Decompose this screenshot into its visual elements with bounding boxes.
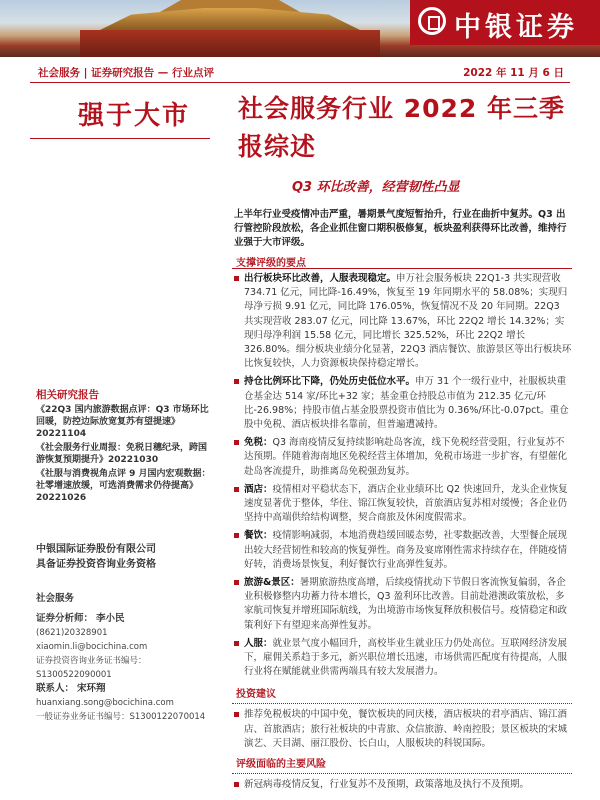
point-text: 暑期旅游热度高增，后续疫情扰动下节假日客流恢复偏弱，各企业积极修整内功蓄力待本增长，Q3 盈利环比改善。目前赴港澳政策放松，多家航司恢复并增班国际航线，为出境游市场恢复释放积极信号。疫情稳定和政策利好下有望迎来高弹性复苏。 <box>244 577 568 631</box>
point-item <box>232 436 572 479</box>
divider <box>232 773 572 774</box>
report-date: 2022 年 11 月 6 日 <box>463 67 564 79</box>
contact-cert: 一般证券业务证书编号：S1300122070014 <box>36 712 206 722</box>
related-report-item[interactable]: 《社服与消费视角点评 9 月国内宏观数据：社零增速放缓，可选消费需求仍待提高》20221026 <box>36 469 211 503</box>
point-text: 疫情相对平稳状态下，酒店企业业绩环比 Q2 快速回升，龙头企业恢复速度显著优于整体，华住、锦江恢复较快，首旅酒店复苏相对缓慢；各企业仍坚持中高端供给结构调整，契合商旅及休闲度假需求。 <box>244 483 568 524</box>
points-title: 支撑评级的要点 <box>236 258 306 269</box>
point-item <box>232 529 572 572</box>
analyst-info <box>36 592 216 724</box>
rating-points <box>232 272 572 796</box>
point-head: 免税： <box>244 437 273 449</box>
palace-wall <box>80 30 380 57</box>
related-report-item[interactable]: 《社会服务行业周报：免税日穗纪录，跨国游恢复预期提升》20221030 <box>36 443 208 465</box>
company-qualification: 具备证券投资咨询业务资格 <box>36 559 156 570</box>
contact-email[interactable]: huanxiang.song@bocichina.com <box>36 698 174 708</box>
industry-label: 社会服务 <box>36 593 75 604</box>
breadcrumb: 社会服务 | 证券研究报告 — 行业点评 <box>38 67 214 79</box>
contact-name: 宋环翔 <box>77 683 106 694</box>
related-report-item[interactable]: 《22Q3 国内旅游数据点评：Q3 市场环比回暖，防控边际放宽复苏有望提速》20221104 <box>36 405 209 439</box>
point-item <box>232 375 572 432</box>
point-text: 就业景气度小幅回升，高校毕业生就业压力仍处高位。互联网经济发展下，雇佣关系趋于多元，新兴职位增长迅速，市场供需匹配度有待提高，人服行业将在赋能就业供需两端具有较大发展潜力。 <box>244 637 568 678</box>
point-item <box>232 272 572 371</box>
report-meta-bar <box>30 60 570 83</box>
point-text: 申万 31 个一级行业中，社服板块重仓基金达 514 家/环比+32 家；基金重仓持股总市值为 212.35 亿元/环比-26.98%；持股市值占基金股票投资市值比为 0.36%/环比-0.07pct。重仓股中免税、酒店板块排名靠前，但普遍遭减持。 <box>244 376 569 431</box>
company-info <box>36 542 211 572</box>
point-head: 旅游&景区： <box>244 577 300 589</box>
risk-item: 新冠病毒疫情反复，行业复苏不及预期，政策落地及执行不及预期。 <box>232 778 572 792</box>
point-head: 出行板块环比改善，人服表现稳定。 <box>244 273 397 284</box>
header-banner <box>0 0 600 57</box>
report-summary: 上半年行业受疫情冲击严重，暑期景气度短暂抬升，行业在曲折中复苏。Q3 出行管控阶段放松，各企业抓住窗口期积极修复，板块盈利获得环比改善，维持行业强于大市评级。 <box>234 209 567 248</box>
point-item <box>232 637 572 680</box>
point-head: 持仓比例环比下降，仍处历史低位水平。 <box>244 376 416 388</box>
analyst-name: 李小民 <box>96 613 125 624</box>
point-item <box>232 483 572 526</box>
point-text: 疫情影响减弱，本地消费趋缓回暖态势，社零数据改善，大型餐企展现出较大经营韧性和较高的恢复弹性。商务及宴席刚性需求持续存在，伴随疫情好转，消费场景恢复，利好餐饮行业高弹性复苏。 <box>244 530 568 570</box>
report-subtitle: Q3 环比改善，经营韧性凸显 <box>292 180 460 195</box>
point-text: 申万社会服务板块 22Q1-3 共实现营收 734.71 亿元，同比降-16.49%，恢复至 19 年同期水平的 58.08%；实现归母净亏损 9.91 亿元，同比降 176.05%，恢复情况不及 20 年同期。22Q3 共实现营收 283.07 亿元，同比降 13.67%，环比 22Q2 增长 14.32%；实现归母净利润 15.58 亿元，同比增长 325.52%，环比 22Q2 增长 326.80%。细分板块业绩分化显著，22Q3 酒店餐饮、旅游景区等出行板块环比恢复较快，人力资源板块保持稳定增长。 <box>244 273 572 370</box>
related-reports-list <box>36 404 211 506</box>
contact-label: 联系人： <box>36 683 75 694</box>
point-text: Q3 海南疫情反复持续影响赴岛客流，线下免税经营受阻，行业复苏不达预期。伴随着海南地区免税经营主体增加，免税市场进一步扩容，有望催化赴岛客流提升，助推离岛免税强劲复苏。 <box>244 437 568 477</box>
related-reports-title: 相关研究报告 <box>36 389 99 401</box>
analyst-email[interactable]: xiaomin.li@bocichina.com <box>36 642 148 652</box>
brand-name: 中银证券 <box>454 12 578 43</box>
company-name: 中银国际证券股份有限公司 <box>36 544 156 555</box>
rating-box <box>30 82 210 139</box>
analyst-phone: (8621)20328901 <box>36 628 108 638</box>
report-title: 社会服务行业 2022 年三季报综述 <box>238 94 565 161</box>
sidebar <box>30 82 210 800</box>
point-head: 餐饮： <box>244 530 273 542</box>
industry-rating: 强于大市 <box>78 101 191 131</box>
point-head: 酒店： <box>244 483 273 495</box>
point-head: 人服： <box>244 637 273 649</box>
point-item <box>232 576 572 633</box>
divider <box>232 703 572 704</box>
brand-logo <box>410 0 600 45</box>
bank-logo-icon <box>418 7 446 35</box>
analyst-label: 证券分析师： <box>36 613 94 624</box>
analyst-cert: 证券投资咨询业务证书编号：S1300522090001 <box>36 656 147 680</box>
divider <box>232 268 572 269</box>
risk-title: 评级面临的主要风险 <box>236 759 326 771</box>
palace-roof <box>100 8 360 30</box>
invest-title: 投资建议 <box>236 689 276 701</box>
invest-item: 推荐免税板块的中国中免，餐饮板块的同庆楼，酒店板块的君亭酒店、锦江酒店、首旅酒店；旅行社板块的中青旅、众信旅游、岭南控股；景区板块的宋城演艺、天目湖、丽江股份、长白山，人服板块的科锐国际。 <box>232 708 572 751</box>
